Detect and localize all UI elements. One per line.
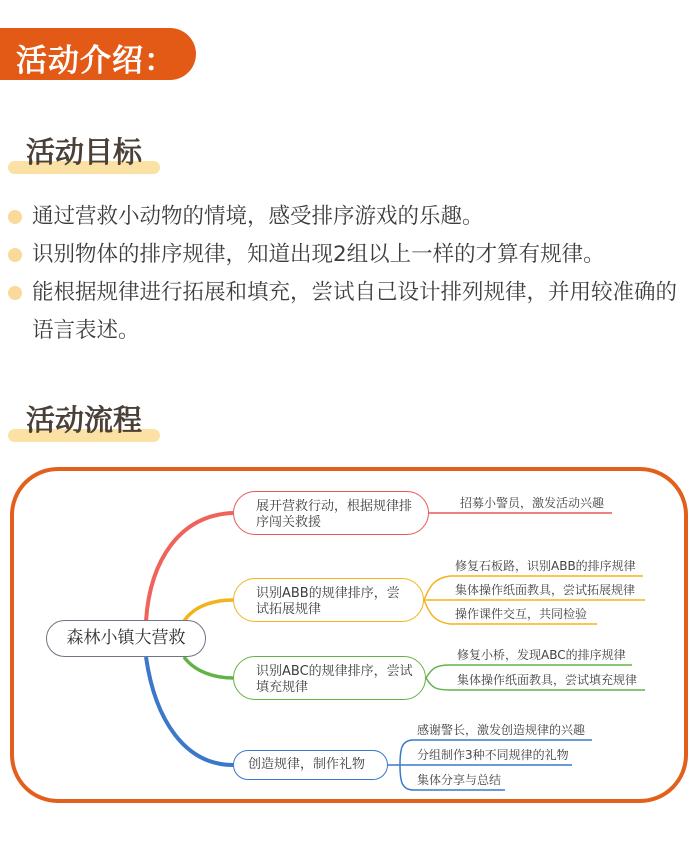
mindmap-branch-4: 创造规律，制作礼物 — [233, 750, 388, 780]
mindmap-branch-3: 识别ABC的规律排序，尝试填充规律 — [233, 656, 426, 700]
goal-item: 通过营救小动物的情境，感受排序游戏的乐趣。 — [8, 198, 698, 236]
mindmap-leaf: 集体操作纸面教具，尝试拓展规律 — [455, 583, 636, 597]
banner-title: 活动介绍： — [16, 43, 176, 79]
goal-item: 识别物体的排序规律，知道出现2组以上一样的才算有规律。 — [8, 236, 698, 274]
mindmap-root-node: 森林小镇大营救 — [46, 620, 206, 657]
mindmap-branch-1: 展开营救行动，根据规律排序闯关救援 — [233, 491, 429, 535]
mindmap-leaf: 感谢警长，激发创造规律的兴趣 — [417, 723, 586, 737]
goals-heading-text: 活动目标 — [26, 135, 143, 169]
goal-item: 能根据规律进行拓展和填充，尝试自己设计排列规律，并用较准确的语言表述。 — [8, 274, 692, 350]
mindmap-leaf: 集体操作纸面教具，尝试填充规律 — [457, 673, 638, 687]
mindmap-leaf: 修复小桥，发现ABC的排序规律 — [457, 648, 626, 662]
mindmap-leaf: 操作课件交互，共同检验 — [455, 607, 588, 621]
mindmap-branch-2: 识别ABB的规律排序，尝试拓展规律 — [233, 578, 424, 622]
mindmap-leaf: 分组制作3种不同规律的礼物 — [417, 748, 569, 762]
process-heading-text: 活动流程 — [26, 403, 143, 437]
mindmap-leaf: 招募小警员，激发活动兴趣 — [460, 496, 605, 510]
mindmap-leaf: 修复石板路，识别ABB的排序规律 — [455, 559, 636, 573]
mindmap-leaf: 集体分享与总结 — [417, 773, 502, 787]
